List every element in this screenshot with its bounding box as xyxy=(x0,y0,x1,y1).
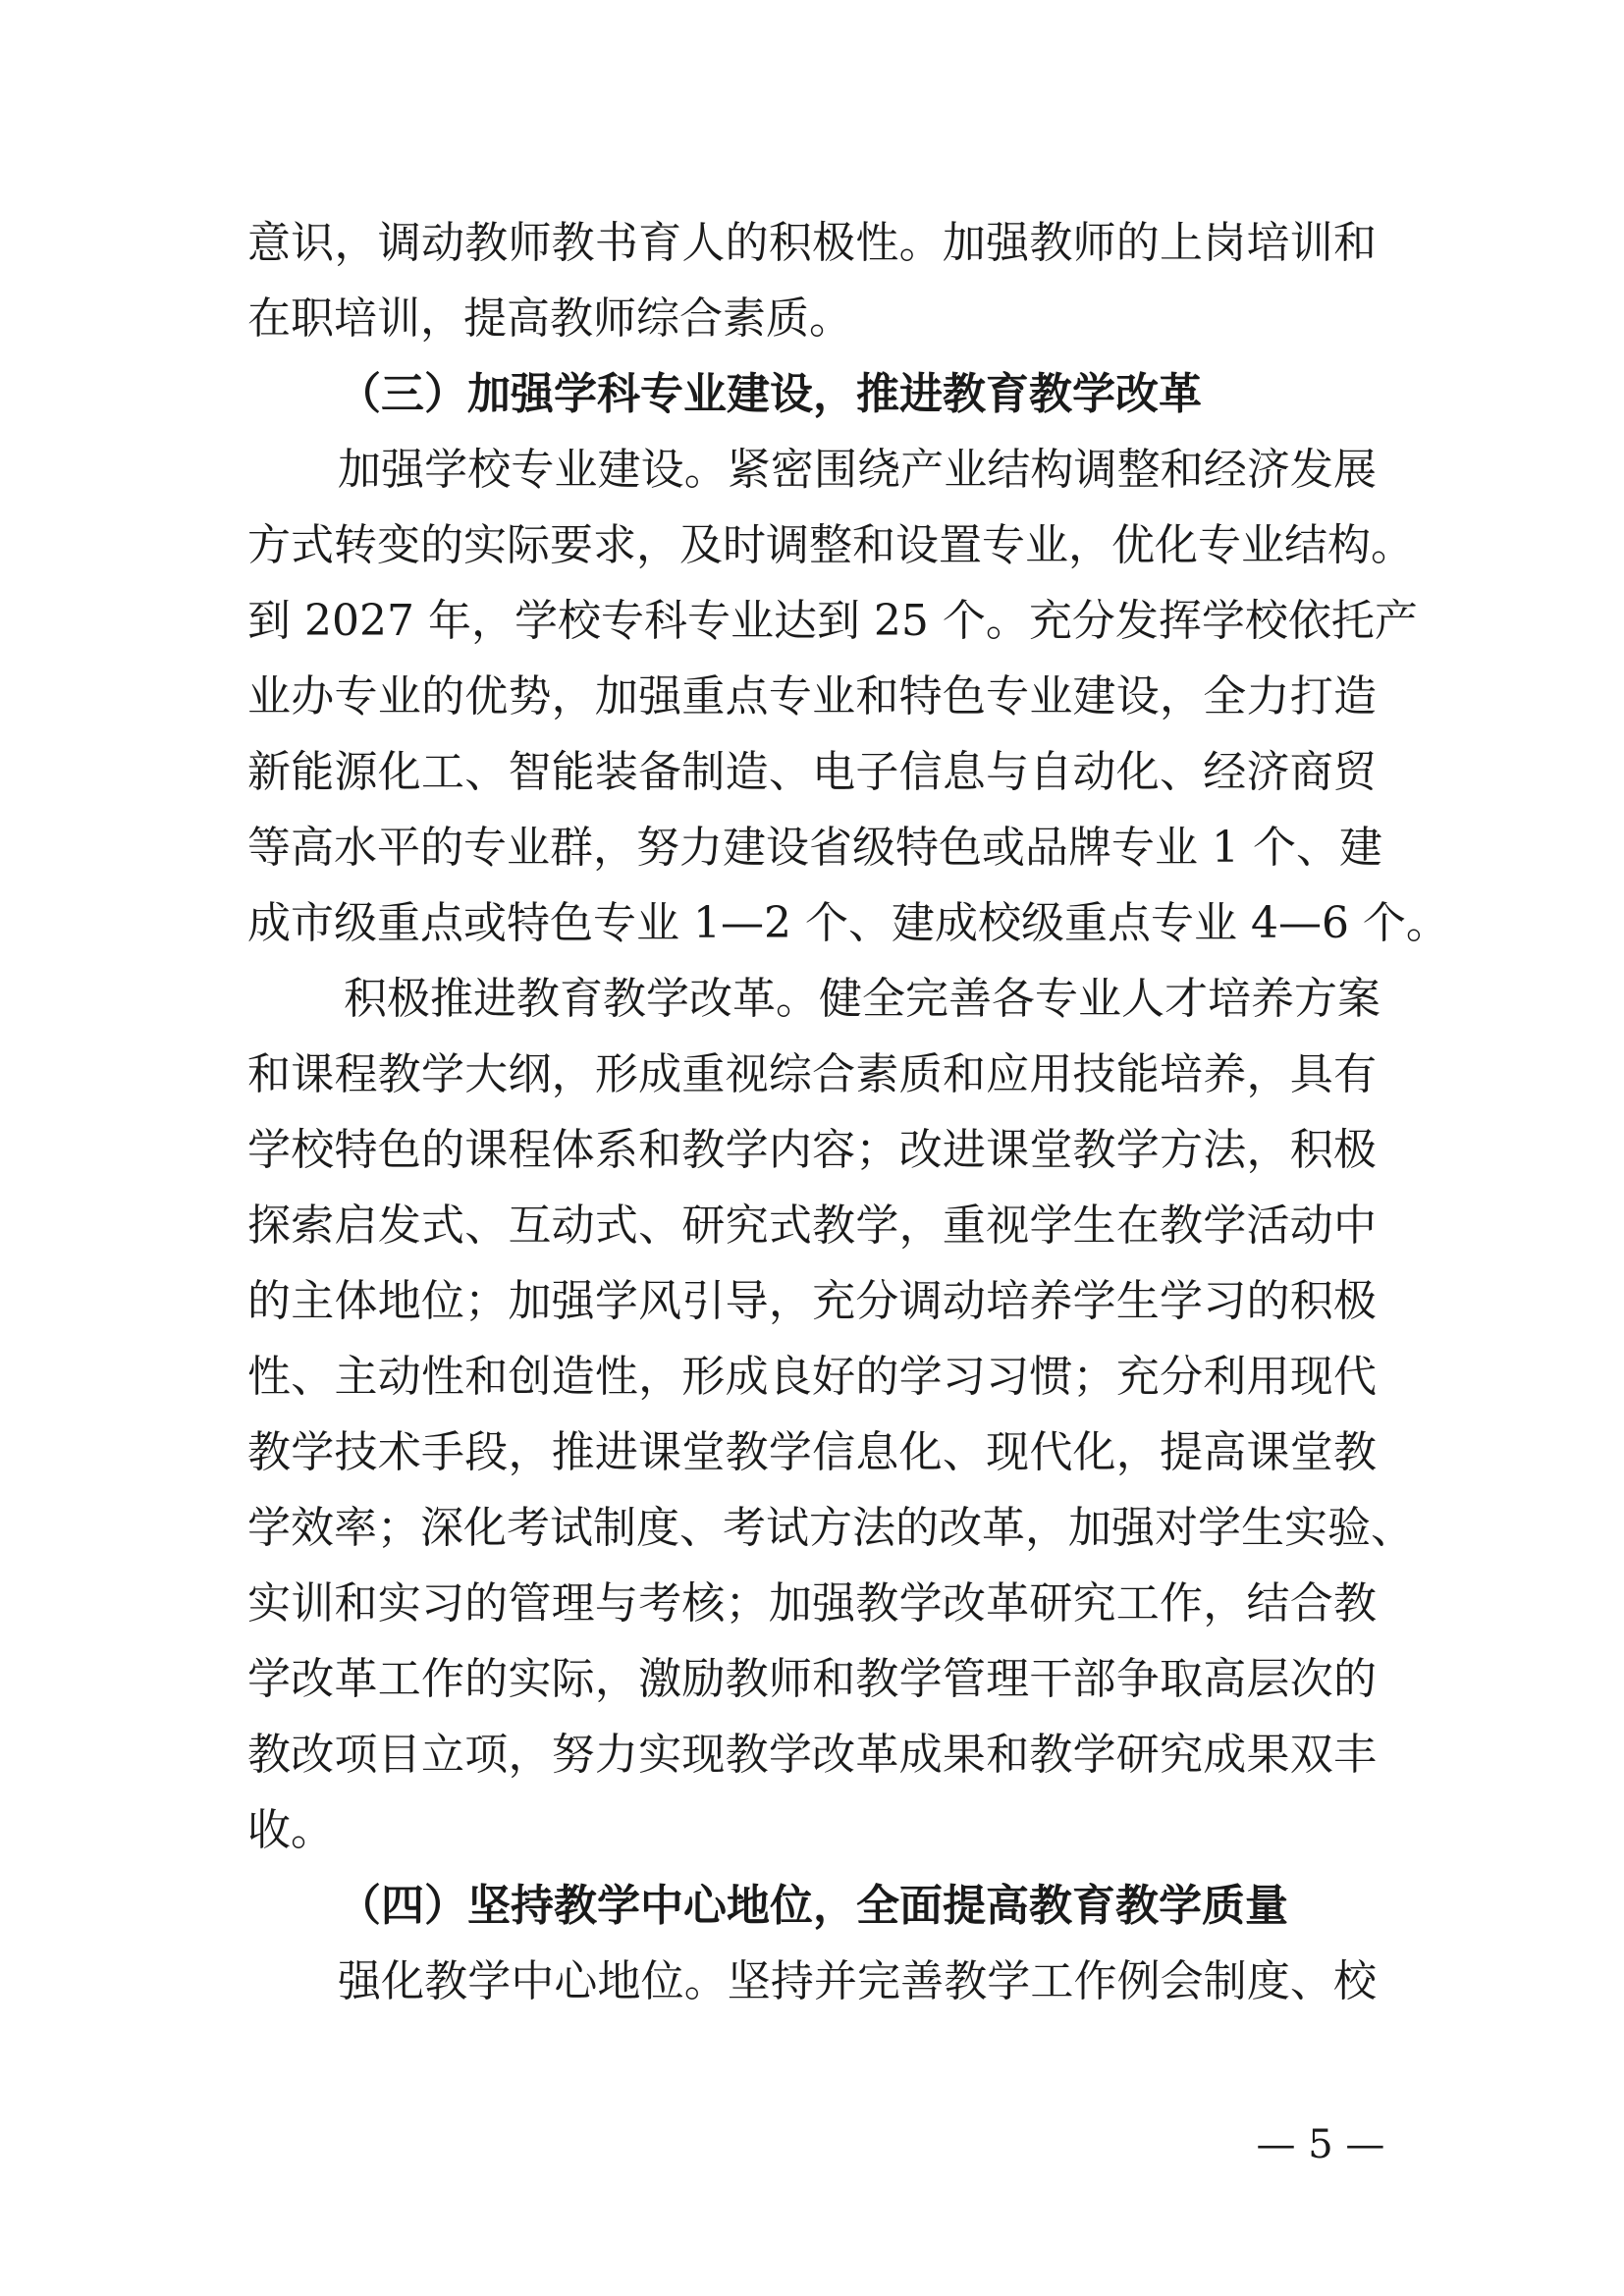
text-line: 业办专业的优势，加强重点专业和特色专业建设，全力打造 xyxy=(247,671,1377,721)
section-heading: （四）坚持教学中心地位，全面提高教育教学质量 xyxy=(338,1881,1288,1931)
text-line: 学效率；深化考试制度、考试方法的改革，加强对学生实验、 xyxy=(247,1503,1414,1553)
text-line: 实训和实习的管理与考核；加强教学改革研究工作，结合教 xyxy=(247,1578,1377,1629)
paragraph-first-line: 加强学校专业建设。紧密围绕产业结构调整和经济发展 xyxy=(338,445,1377,495)
text-line: 在职培训，提高教师综合素质。 xyxy=(247,294,852,344)
paragraph-first-line: 强化教学中心地位。坚持并完善教学工作例会制度、校 xyxy=(338,1956,1377,2006)
text-line: 收。 xyxy=(247,1805,334,1855)
text-line: 的主体地位；加强学风引导，充分调动培养学生学习的积极 xyxy=(247,1276,1377,1326)
text-line: 探索启发式、互动式、研究式教学，重视学生在教学活动中 xyxy=(247,1201,1377,1251)
text-line: 教改项目立项，努力实现教学改革成果和教学研究成果双丰 xyxy=(247,1730,1377,1780)
text-line: 成市级重点或特色专业 1—2 个、建成校级重点专业 4—6 个。 xyxy=(247,898,1449,948)
text-line: 教学技术手段，推进课堂教学信息化、现代化，提高课堂教 xyxy=(247,1427,1377,1477)
text-line: 意识，调动教师教书育人的积极性。加强教师的上岗培训和 xyxy=(247,218,1377,268)
text-line: 学改革工作的实际，激励教师和教学管理干部争取高层次的 xyxy=(247,1654,1377,1704)
text-line: 等高水平的专业群，努力建设省级特色或品牌专业 1 个、建 xyxy=(247,823,1382,873)
text-line: 性、主动性和创造性，形成良好的学习习惯；充分利用现代 xyxy=(247,1352,1377,1402)
section-heading: （三）加强学科专业建设，推进教育教学改革 xyxy=(338,369,1202,419)
paragraph-first-line: 积极推进教育教学改革。健全完善各专业人才培养方案 xyxy=(344,974,1380,1024)
text-line: 方式转变的实际要求，及时调整和设置专业，优化专业结构。 xyxy=(247,520,1414,570)
text-line: 到 2027 年，学校专科专业达到 25 个。充分发挥学校依托产 xyxy=(247,596,1418,646)
page-number: — 5 — xyxy=(1256,2122,1385,2167)
text-line: 学校特色的课程体系和教学内容；改进课堂教学方法，积极 xyxy=(247,1125,1377,1175)
text-line: 新能源化工、智能装备制造、电子信息与自动化、经济商贸 xyxy=(247,747,1377,797)
text-line: 和课程教学大纲，形成重视综合素质和应用技能培养，具有 xyxy=(247,1049,1377,1099)
